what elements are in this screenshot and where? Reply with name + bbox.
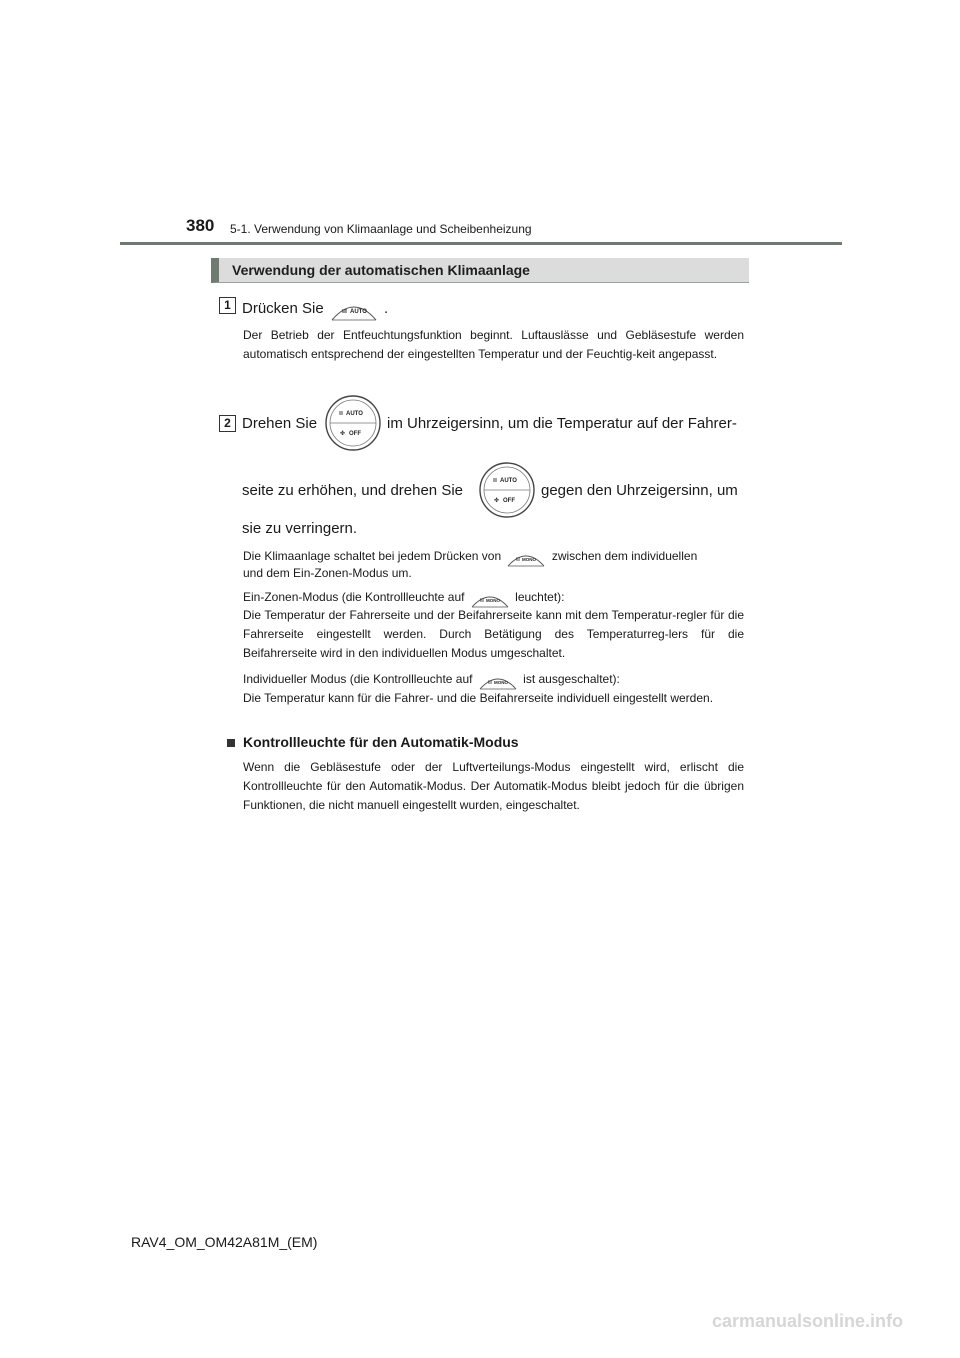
mono-para-2-after: leuchtet): bbox=[515, 590, 565, 604]
step-1-text-after: . bbox=[384, 299, 389, 317]
step-1-description: Der Betrieb der Entfeuchtungsfunktion beginnt. Luftauslässe und Gebläsestufe werden automatisch entsprechend der eingestellten Temperatur und der Feuchtig-keit angepasst. bbox=[243, 328, 744, 361]
step-1-instruction bbox=[242, 296, 388, 320]
auto-button-icon bbox=[330, 296, 378, 322]
mono-para-1-line-2: und dem Ein-Zonen-Modus um. bbox=[243, 566, 412, 580]
step-2-text-4: gegen den Uhrzeigersinn, um bbox=[541, 482, 738, 499]
mono-para-1-before: Die Klimaanlage schaltet bei jedem Drücken von bbox=[243, 549, 502, 563]
header-rule bbox=[120, 242, 842, 245]
mono-para-3-before: Individueller Modus (die Kontrollleuchte auf bbox=[243, 672, 473, 686]
step-2-text-2: im Uhrzeigersinn, um die Temperatur auf der Fahrer- bbox=[387, 415, 737, 432]
bullet-square-icon bbox=[227, 739, 235, 747]
knob-2-auto-label: AUTO bbox=[500, 478, 517, 484]
mono-para-2-before: Ein-Zonen-Modus (die Kontrollleuchte auf bbox=[243, 590, 465, 604]
mono-para-3-line-1 bbox=[243, 668, 620, 690]
chapter-header: 5-1. Verwendung von Klimaanlage und Scheibenheizung bbox=[230, 222, 532, 236]
mono-para-2-body: Die Temperatur der Fahrerseite und der Beifahrerseite kann mit dem Temperatur-regler für die Fahrerseite eingestellt werden. Durch Betätigung des Temperaturreg-lers für die Beifahrerseite wird in den individuellen Modus umgeschaltet. bbox=[243, 608, 744, 660]
step-1-badge: 1 bbox=[219, 297, 236, 314]
note-body: Wenn die Gebläsestufe oder der Luftverteilungs-Modus eingestellt wird, erlischt die Kontrollleuchte für den Automatik-Modus. Der Automatik-Modus bleibt jedoch für die übrigen Funktionen, die nicht manuell eingestellt wurden, eingeschaltet. bbox=[243, 760, 744, 812]
mono-para-3-body: Die Temperatur kann für die Fahrer- und die Beifahrerseite individuell eingestellt werden. bbox=[243, 691, 714, 705]
knob-auto-label: AUTO bbox=[346, 411, 363, 417]
auto-button-label: AUTO bbox=[349, 309, 367, 315]
svg-text:MONO: MONO bbox=[485, 597, 500, 603]
mono-para-1-after: zwischen dem individuellen bbox=[551, 549, 698, 563]
temperature-knob-icon-2 bbox=[479, 460, 535, 525]
svg-text:MONO: MONO bbox=[522, 556, 537, 562]
temperature-knob-icon bbox=[325, 393, 381, 458]
step-2-text-1: Drehen Sie bbox=[242, 415, 318, 432]
knob-off-label: OFF bbox=[349, 431, 361, 437]
watermark: carmanualsonline.info bbox=[712, 1311, 904, 1331]
svg-text:MONO: MONO bbox=[493, 679, 508, 685]
document-code: RAV4_OM_OM42A81M_(EM) bbox=[131, 1234, 318, 1250]
step-1-text-before: Drücken Sie bbox=[242, 299, 324, 317]
section-title: Verwendung der automatischen Klimaanlage bbox=[232, 262, 530, 278]
svg-text:✤: ✤ bbox=[340, 430, 346, 437]
step-2-badge: 2 bbox=[219, 415, 236, 432]
note-title: Kontrollleuchte für den Automatik-Modus bbox=[243, 734, 519, 750]
mono-button-icon-3 bbox=[479, 670, 517, 690]
step-2-text-3: seite zu erhöhen, und drehen Sie bbox=[242, 482, 463, 499]
knob-2-off-label: OFF bbox=[503, 498, 515, 504]
mono-button-icon-2 bbox=[471, 588, 509, 608]
section-heading bbox=[211, 258, 749, 283]
page-number: 380 bbox=[186, 216, 215, 235]
svg-text:✤: ✤ bbox=[494, 497, 500, 504]
mono-para-2-line-1 bbox=[243, 586, 565, 608]
mono-button-icon bbox=[507, 547, 545, 567]
mono-para-3-after: ist ausgeschaltet): bbox=[523, 672, 620, 686]
step-2-text-5: sie zu verringern. bbox=[242, 520, 358, 537]
